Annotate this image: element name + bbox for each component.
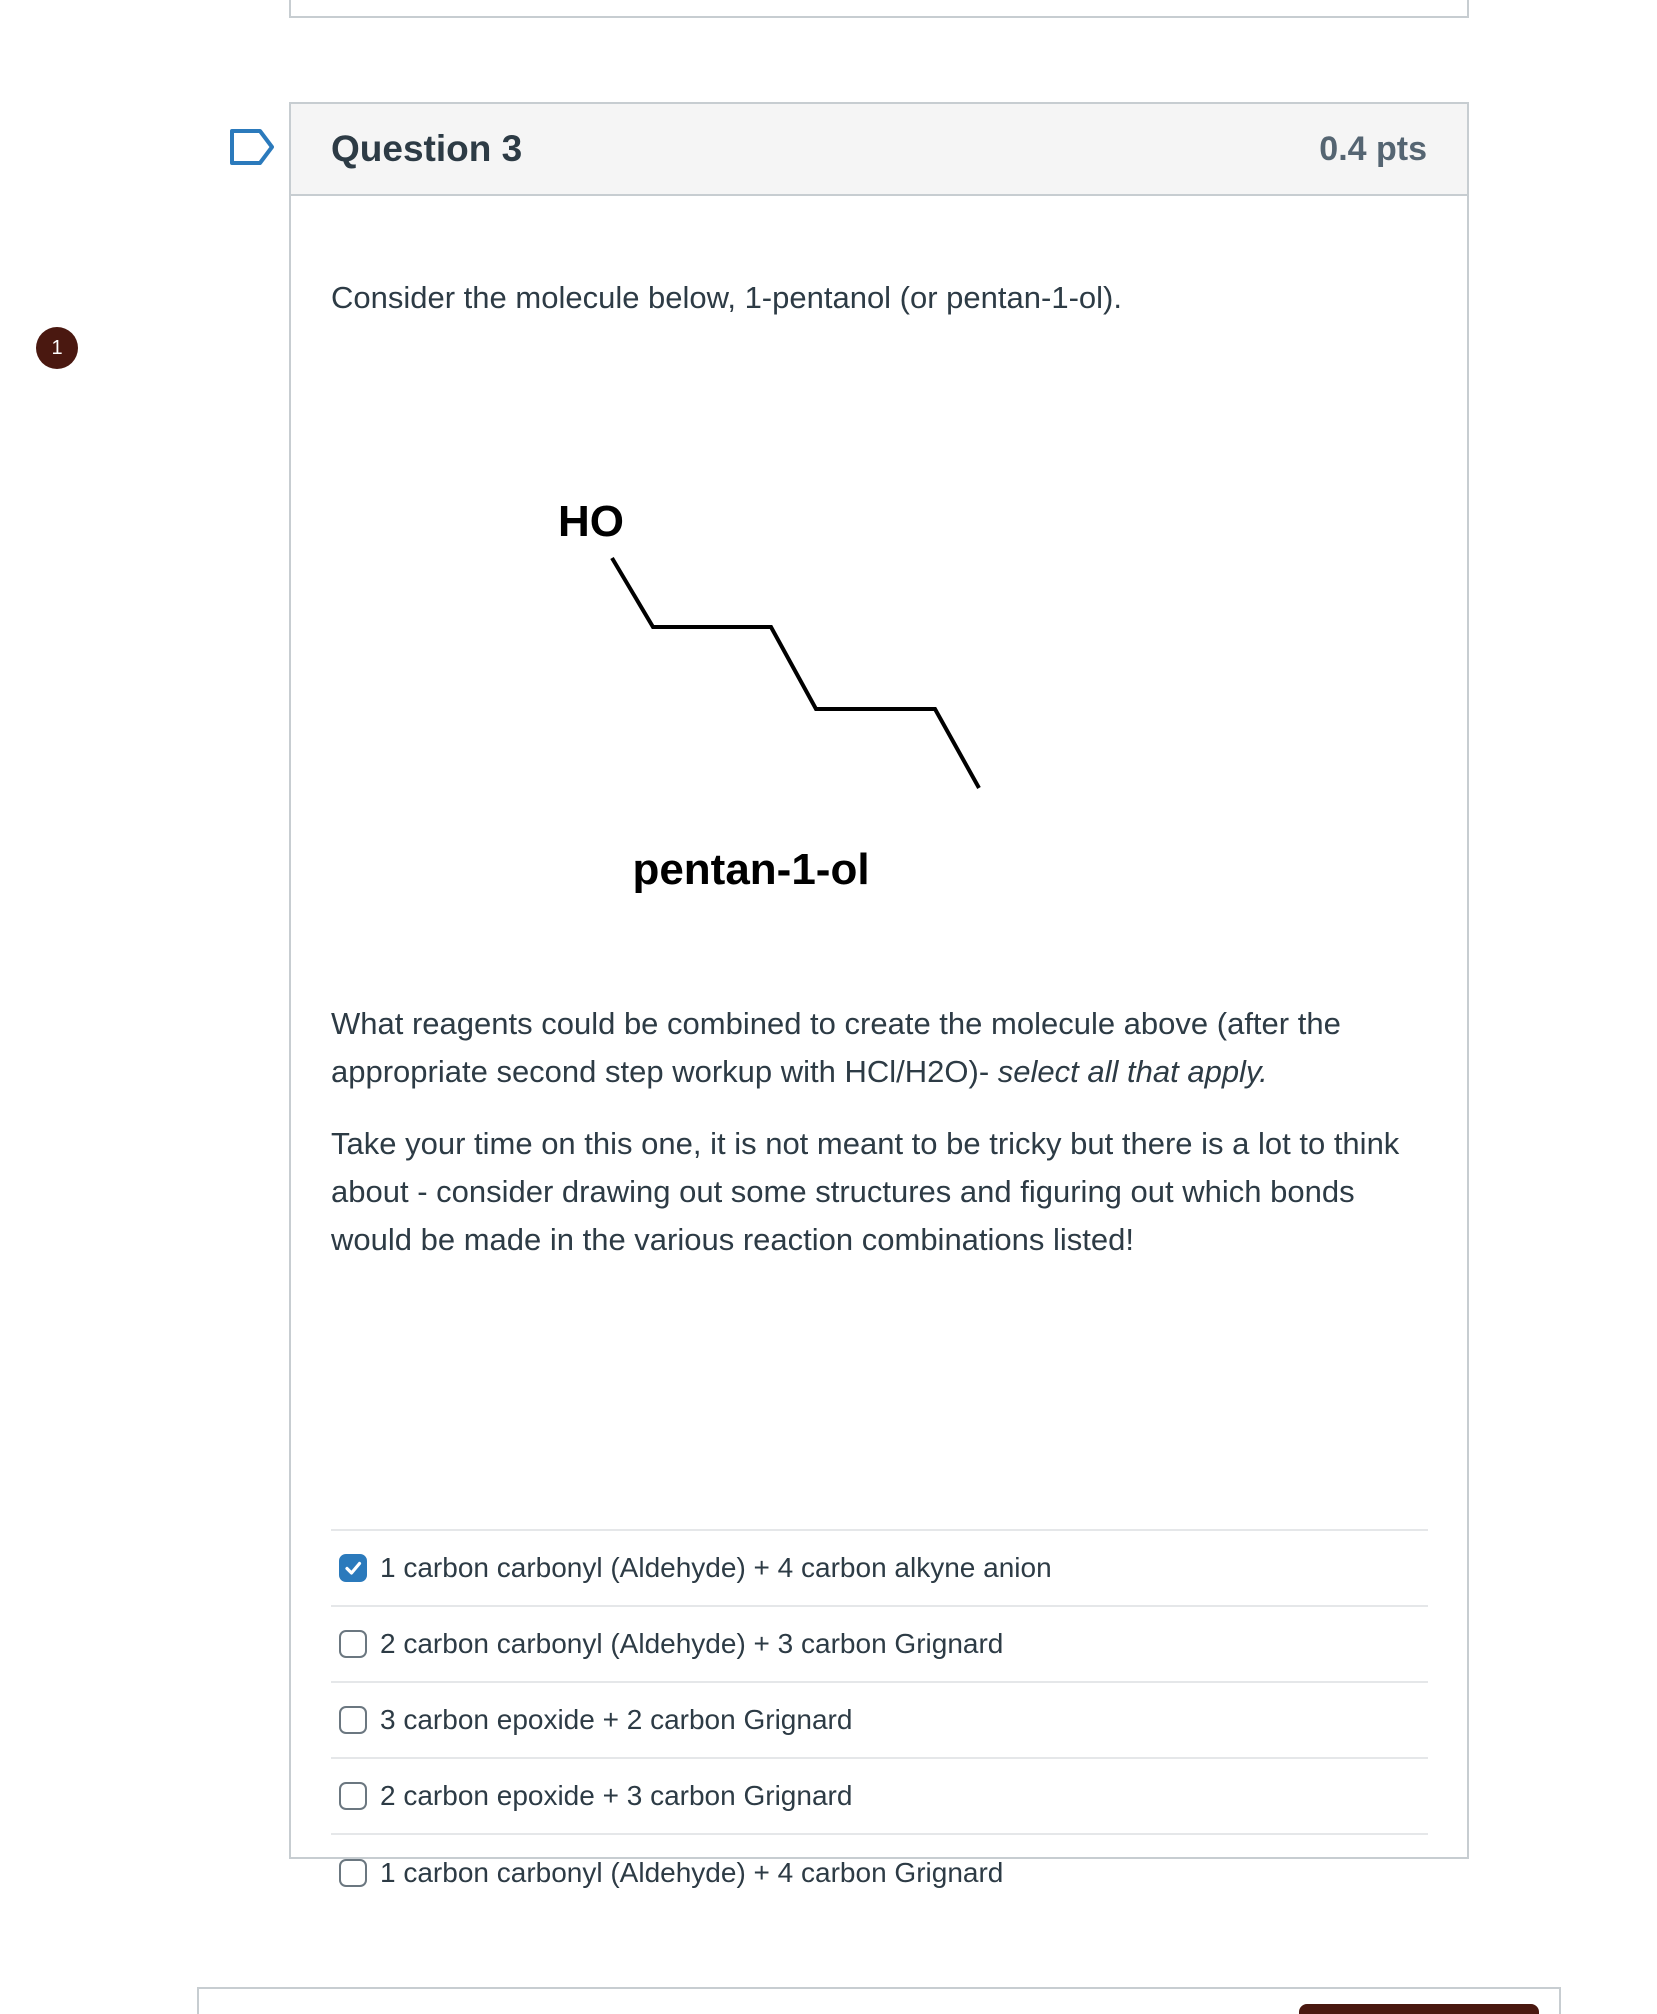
- flag-question-icon[interactable]: [229, 128, 275, 166]
- answer-list: [331, 1529, 1428, 1911]
- question-number-badge[interactable]: 1: [36, 327, 78, 369]
- molecule-figure: [441, 481, 1141, 961]
- question-card: [289, 102, 1469, 1888]
- answer-label: 3 carbon epoxide + 2 carbon Grignard: [380, 1704, 853, 1735]
- answer-checkbox[interactable]: [339, 1706, 367, 1734]
- molecule-caption: pentan-1-ol: [632, 845, 870, 894]
- answer-checkbox[interactable]: [339, 1859, 367, 1887]
- answer-option[interactable]: [331, 1607, 1428, 1683]
- answer-option[interactable]: [331, 1531, 1428, 1607]
- question-header: [291, 104, 1467, 196]
- previous-question-card: [289, 0, 1469, 18]
- question-prompt-emphasis: select all that apply.: [997, 1054, 1268, 1089]
- question-tip: Take your time on this one, it is not meant to be tricky but there is a lot to think about - consider drawing out some structures and figuring out which bonds would be made in the various reaction combinations listed!: [331, 1126, 1400, 1257]
- answer-label: 2 carbon epoxide + 3 carbon Grignard: [380, 1780, 853, 1811]
- question-title: Question 3: [331, 128, 523, 169]
- checkmark-icon: [343, 1558, 363, 1578]
- answer-checkbox[interactable]: [339, 1554, 367, 1582]
- answer-option[interactable]: [331, 1683, 1428, 1759]
- hydroxyl-label: HO: [558, 497, 624, 546]
- question-points: 0.4 pts: [1319, 129, 1427, 168]
- answer-option[interactable]: [331, 1835, 1428, 1911]
- question-prompt-text: What reagents could be combined to create the molecule above (after the appropriate second step workup with HCl/H2O)-: [331, 1006, 1341, 1089]
- answer-label: 1 carbon carbonyl (Aldehyde) + 4 carbon Grignard: [380, 1857, 1004, 1888]
- submit-button[interactable]: [1299, 2004, 1539, 2014]
- answer-checkbox[interactable]: [339, 1630, 367, 1658]
- answer-option[interactable]: [331, 1759, 1428, 1835]
- answer-checkbox[interactable]: [339, 1782, 367, 1810]
- answer-label: 1 carbon carbonyl (Aldehyde) + 4 carbon alkyne anion: [380, 1552, 1052, 1583]
- answer-label: 2 carbon carbonyl (Aldehyde) + 3 carbon Grignard: [380, 1628, 1004, 1659]
- question-prompt: [331, 1000, 1431, 1096]
- carbon-chain-bonds: [612, 558, 979, 788]
- question-intro: Consider the molecule below, 1-pentanol (or pentan-1-ol).: [331, 280, 1122, 315]
